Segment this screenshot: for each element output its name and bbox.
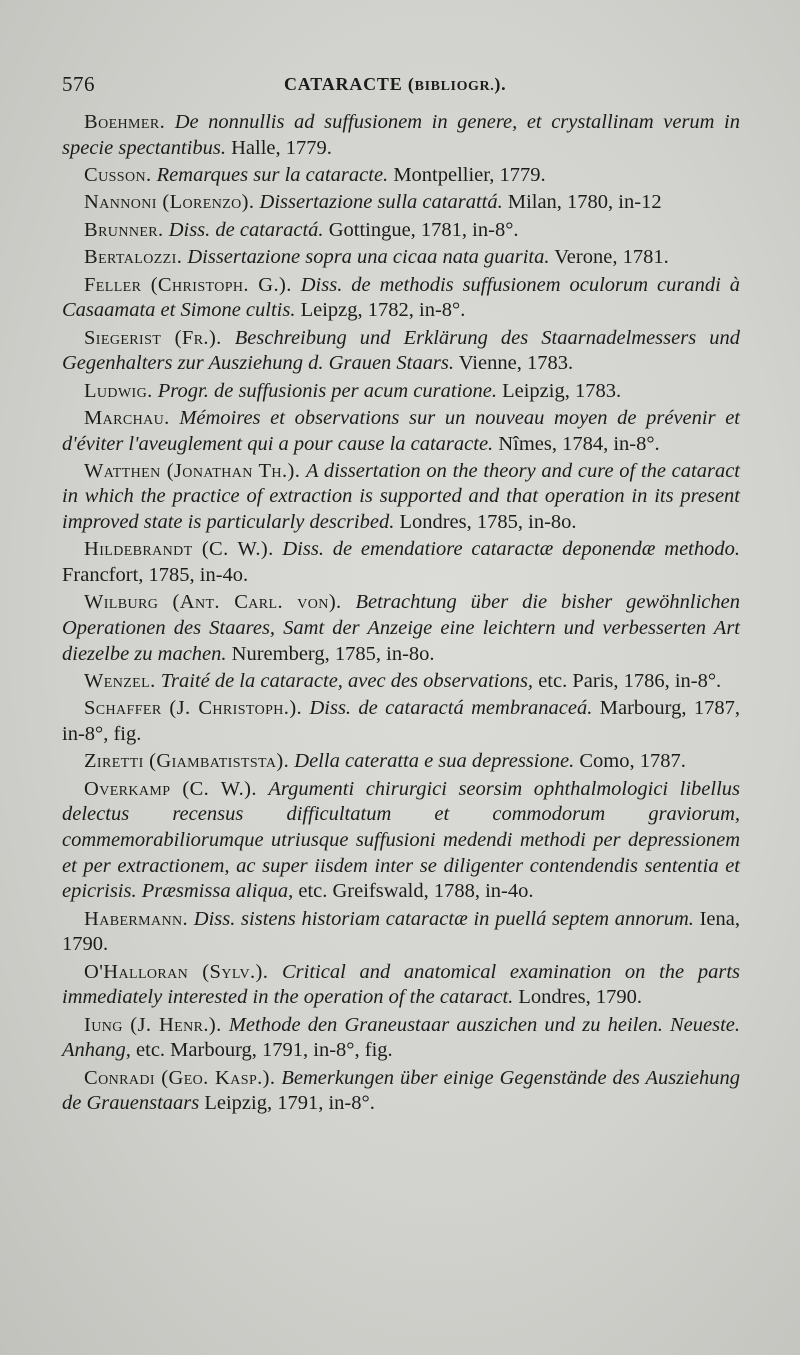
entry-title: Progr. de suffusionis per acum curatione. xyxy=(157,379,497,402)
bibliography-entry xyxy=(62,245,740,271)
entry-imprint: Verone, 1781. xyxy=(549,246,669,269)
entry-title: Diss. sistens historiam cataractæ in puellá septem annorum. xyxy=(193,907,694,930)
entry-imprint: Marbourg, 1787, in-8°, fig. xyxy=(62,697,740,746)
entry-author: Marchau. xyxy=(84,406,170,429)
entry-imprint: Milan, 1780, in-12 xyxy=(502,191,662,214)
entry-imprint: Francfort, 1785, in-4o. xyxy=(62,564,249,587)
entry-imprint: etc. Paris, 1786, in-8°. xyxy=(533,670,722,693)
entry-imprint: Halle, 1779. xyxy=(225,136,332,159)
entry-title: Dissertazione sulla catarattá. xyxy=(259,191,503,214)
entry-author: Overkamp (C. W.). xyxy=(84,777,257,800)
bibliography-list xyxy=(62,110,740,1119)
entry-title: Diss. de cataractá. xyxy=(168,218,324,241)
bibliography-entry xyxy=(62,1066,740,1117)
entry-title: Diss. de emendatiore cataractæ deponendæ methodo. xyxy=(282,538,740,561)
entry-author: Ziretti (Giambatiststa). xyxy=(84,750,290,773)
bibliography-entry xyxy=(62,190,740,216)
entry-imprint: Iena, 1790. xyxy=(62,907,741,956)
bibliography-entry xyxy=(62,696,740,747)
entry-author: Hildebrandt (C. W.). xyxy=(84,538,274,561)
entry-author: Iung (J. Henr.). xyxy=(84,1013,222,1036)
entry-title: Remarques sur la cataracte. xyxy=(156,163,389,186)
entry-title: Beschreibung und Erklärung des Staarnadelmessers und Gegenhalters zur Ausziehung d. Grauen Staars. xyxy=(62,326,740,375)
entry-author: Wenzel. xyxy=(84,670,156,693)
entry-imprint: Vienne, 1783. xyxy=(453,352,574,375)
entry-imprint: Montpellier, 1779. xyxy=(388,163,546,186)
entry-title: Argumenti chirurgici seorsim ophthalmologici libellus delectus recensus difficultatum et commodorum graviorum, commemorabiliorumque utriusque suffusioni medendi methodi per depressionem et per extractionem, ac super iisdem inter se diligenter contendendis sententia et epicrisis. Præsmissa aliqua, xyxy=(62,777,740,903)
entry-imprint: Leipzig, 1791, in-8°. xyxy=(199,1092,375,1115)
entry-author: Siegerist (Fr.). xyxy=(84,326,222,349)
bibliography-entry xyxy=(62,273,740,324)
running-head-title: CATARACTE xyxy=(284,74,403,94)
entry-author: Habermann. xyxy=(84,907,189,930)
entry-title: Mémoires et observations sur un nouveau moyen de prévenir et d'éviter l'aveuglement qui a pour cause la cataracte. xyxy=(62,406,740,455)
entry-author: O'Halloran (Sylv.). xyxy=(84,960,269,983)
entry-imprint: Nuremberg, 1785, in-8o. xyxy=(226,642,435,665)
page-number: 576 xyxy=(62,72,95,96)
entry-imprint: Londres, 1785, in-8o. xyxy=(394,511,577,534)
running-head: CATARACTE (BIBLIOGR.). xyxy=(284,74,507,94)
bibliography-entry xyxy=(62,907,740,958)
bibliography-entry xyxy=(62,110,740,161)
bibliography-entry xyxy=(62,749,740,775)
entry-author: Schaffer (J. Christoph.). xyxy=(84,697,303,720)
entry-title: Methode den Graneustaar auszichen und zu heilen. Neueste. Anhang, xyxy=(62,1013,741,1062)
bibliography-entry xyxy=(62,406,740,457)
entry-author: Wilburg (Ant. Carl. von). xyxy=(84,591,342,614)
running-head-subtitle: BIBLIOGR. xyxy=(414,79,495,94)
bibliography-entry xyxy=(62,218,740,244)
entry-author: Conradi (Geo. Kasp.). xyxy=(84,1066,276,1089)
bibliography-entry xyxy=(62,777,740,905)
bibliography-entry xyxy=(62,590,740,667)
entry-title: Betrachtung über die bisher gewöhnlichen Operationen des Staares, Samt der Anzeige eine leichtern und verbesserten Art diezelbe zu machen. xyxy=(62,591,741,665)
bibliography-entry xyxy=(62,459,740,536)
entry-title: A dissertation on the theory and cure of the cataract in which the practice of extraction is supported and that operation in its present improved state is particularly described. xyxy=(62,459,741,534)
entry-imprint: Como, 1787. xyxy=(574,750,686,773)
entry-title: Diss. de cataractá membranaceá. xyxy=(309,697,593,720)
bibliography-entry xyxy=(62,163,740,189)
bibliography-entry xyxy=(62,537,740,588)
entry-author: Ludwig. xyxy=(84,379,153,402)
entry-author: Bertalozzi. xyxy=(84,246,183,269)
bibliography-entry xyxy=(62,669,740,695)
entry-imprint: Nîmes, 1784, in-8°. xyxy=(493,432,660,455)
entry-title: Bemerkungen über einige Gegenstände des Ausziehung de Grauenstaars xyxy=(62,1066,740,1115)
bibliography-entry xyxy=(62,379,740,405)
entry-author: Boehmer. xyxy=(84,111,166,133)
entry-imprint: etc. Greifswald, 1788, in-4o. xyxy=(293,880,534,903)
entry-imprint: Londres, 1790. xyxy=(513,986,642,1009)
entry-author: Cusson. xyxy=(84,163,152,186)
entry-imprint: Leipzig, 1783. xyxy=(496,379,622,402)
entry-imprint: etc. Marbourg, 1791, in-8°, fig. xyxy=(130,1039,393,1062)
entry-title: Diss. de methodis suffusionem oculorum curandi à Casaamata et Simone cultis. xyxy=(62,273,741,322)
bibliography-entry xyxy=(62,326,740,377)
bibliography-entry xyxy=(62,960,740,1011)
entry-title: De nonnullis ad suffusionem in genere, et crystallinam verum in specie spectantibus. xyxy=(62,111,740,159)
entry-title: Traité de la cataracte, avec des observations, xyxy=(160,670,534,693)
entry-imprint: Leipzg, 1782, in-8°. xyxy=(295,299,466,322)
entry-title: Della cateratta e sua depressione. xyxy=(294,750,575,773)
entry-title: Critical and anatomical examination on the parts immediately interested in the operation of the cataract. xyxy=(62,960,740,1009)
bibliography-entry xyxy=(62,1013,740,1064)
entry-author: Nannoni (Lorenzo). xyxy=(84,191,255,214)
entry-author: Brunner. xyxy=(84,218,164,241)
entry-title: Dissertazione sopra una cicaa nata guarita. xyxy=(187,246,550,269)
page-header xyxy=(62,72,742,102)
entry-imprint: Gottingue, 1781, in-8°. xyxy=(323,218,519,241)
entry-author: Watthen (Jonathan Th.). xyxy=(84,459,301,482)
entry-author: Feller (Christoph. G.). xyxy=(84,273,292,296)
